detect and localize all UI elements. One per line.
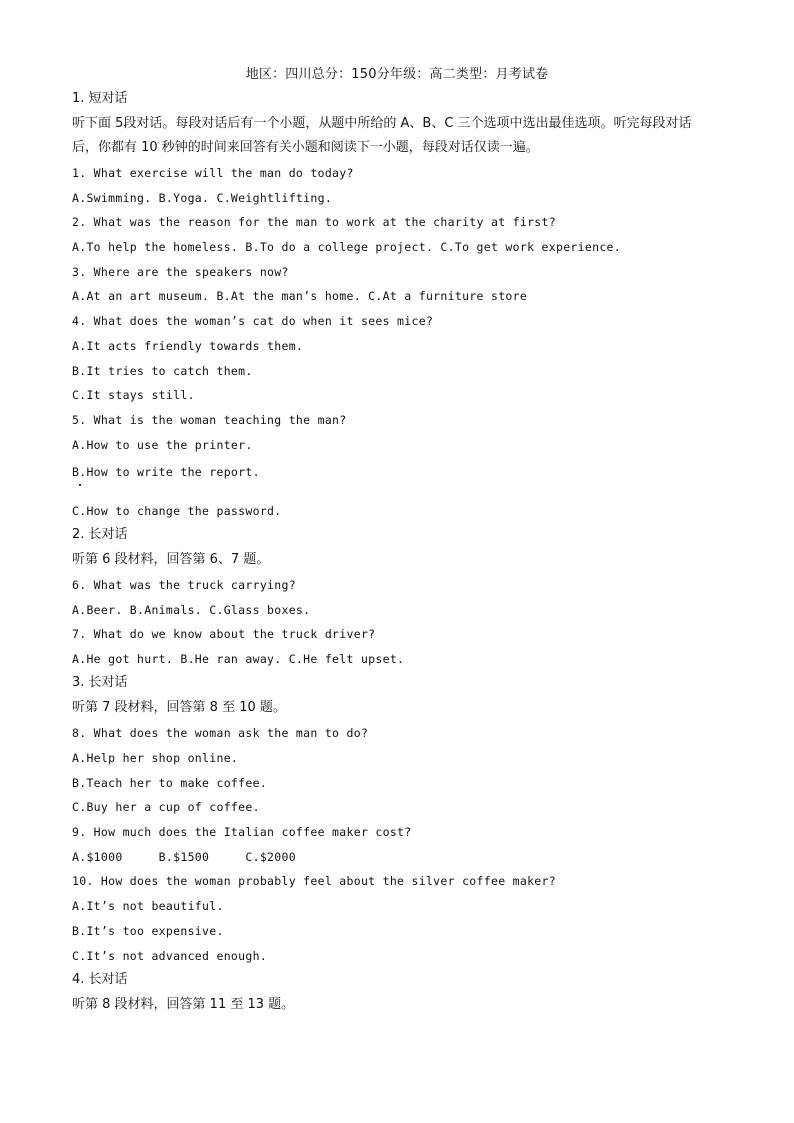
question-9: 9. How much does the Italian coffee maker cost? bbox=[72, 825, 412, 839]
question-5-option-b: B.How to write the report. bbox=[72, 465, 260, 479]
section-4-instruction: 听第 8 段材料，回答第 11 至 13 题。 bbox=[72, 997, 295, 1012]
section-1-instruction-line-1: 听下面 5段对话。每段对话后有一个小题，从题中所给的 A、B、C 三个选项中选出最佳选项。听完每段对话 bbox=[72, 116, 692, 131]
question-10-option-c: C.It’s not advanced enough. bbox=[72, 949, 268, 963]
question-9-options: A.$1000 B.$1500 C.$2000 bbox=[72, 850, 296, 864]
question-10-option-a: A.It’s not beautiful. bbox=[72, 899, 224, 913]
question-4-option-b: B.It tries to catch them. bbox=[72, 364, 253, 378]
section-3-instruction: 听第 7 段材料，回答第 8 至 10 题。 bbox=[72, 700, 286, 715]
question-4-option-a: A.It acts friendly towards them. bbox=[72, 339, 304, 353]
stray-mark bbox=[79, 484, 81, 486]
question-5: 5. What is the woman teaching the man? bbox=[72, 413, 347, 427]
question-7-options: A.He got hurt. B.He ran away. C.He felt upset. bbox=[72, 652, 405, 666]
section-1-instruction-line-2: 后，你都有 10 秒钟的时间来回答有关小题和阅读下一小题，每段对话仅读一遍。 bbox=[72, 140, 539, 155]
question-3: 3. Where are the speakers now? bbox=[72, 265, 289, 279]
question-1-options: A.Swimming. B.Yoga. C.Weightlifting. bbox=[72, 191, 333, 205]
question-8-option-a: A.Help her shop online. bbox=[72, 751, 239, 765]
section-1-title: 1. 短对话 bbox=[72, 91, 128, 106]
section-3-title: 3. 长对话 bbox=[72, 675, 128, 690]
question-6-options: A.Beer. B.Animals. C.Glass boxes. bbox=[72, 603, 311, 617]
question-6: 6. What was the truck carrying? bbox=[72, 578, 296, 592]
exam-header: 地区：四川总分：150分年级：高二类型：月考试卷 bbox=[245, 67, 549, 82]
question-7: 7. What do we know about the truck driver? bbox=[72, 627, 376, 641]
question-8: 8. What does the woman ask the man to do? bbox=[72, 726, 369, 740]
question-3-options: A.At an art museum. B.At the man’s home. C.At a furniture store bbox=[72, 289, 528, 303]
section-2-title: 2. 长对话 bbox=[72, 527, 128, 542]
section-2-instruction: 听第 6 段材料，回答第 6、7 题。 bbox=[72, 552, 270, 567]
question-10-option-b: B.It’s too expensive. bbox=[72, 924, 224, 938]
question-4: 4. What does the woman’s cat do when it sees mice? bbox=[72, 314, 434, 328]
question-5-option-a: A.How to use the printer. bbox=[72, 438, 253, 452]
question-1: 1. What exercise will the man do today? bbox=[72, 166, 354, 180]
section-4-title: 4. 长对话 bbox=[72, 972, 128, 987]
question-10: 10. How does the woman probably feel about the silver coffee maker? bbox=[72, 874, 556, 888]
question-8-option-b: B.Teach her to make coffee. bbox=[72, 776, 268, 790]
question-2-options: A.To help the homeless. B.To do a college project. C.To get work experience. bbox=[72, 240, 621, 254]
question-8-option-c: C.Buy her a cup of coffee. bbox=[72, 800, 260, 814]
question-2: 2. What was the reason for the man to work at the charity at first? bbox=[72, 215, 556, 229]
question-4-option-c: C.It stays still. bbox=[72, 388, 195, 402]
question-5-option-c: C.How to change the password. bbox=[72, 504, 282, 518]
